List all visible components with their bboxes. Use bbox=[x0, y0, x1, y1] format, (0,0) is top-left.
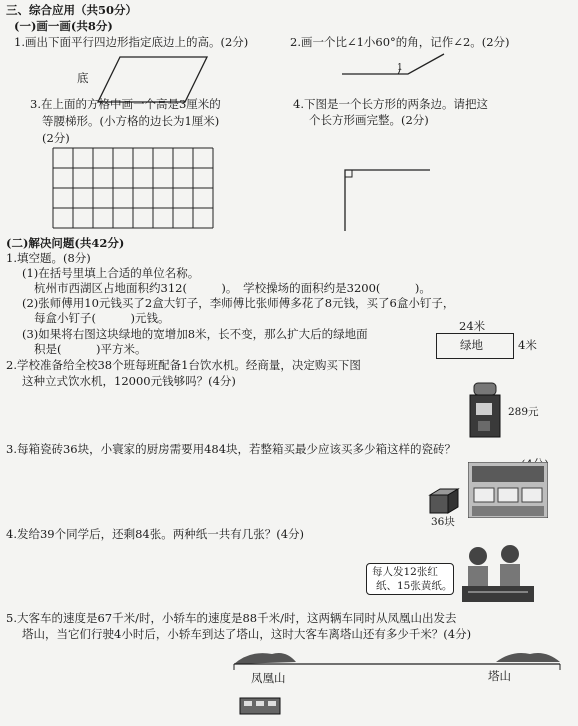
part2-q1-2a: (2)张师傅用10元钱买了2盒大钉子，李师傅比张师傅多花了8元钱，买了6盒小钉子， bbox=[22, 296, 455, 310]
part1-q4-line1: 4.下图是一个长方形的两条边。请把这 bbox=[293, 97, 488, 111]
tile-box-label: 36块 bbox=[431, 516, 455, 528]
part1-q4-line2: 个长方形画完整。(2分) bbox=[309, 113, 429, 127]
part1-q2: 2.画一个比∠1小60°的角，记作∠2。(2分) bbox=[290, 35, 510, 49]
part2-q5-line1: 5.大客车的速度是67千米/时，小轿车的速度是88千米/时，这两辆车同时从凤凰山出发去 bbox=[6, 611, 457, 625]
part2-q1-3a: (3)如果将右图这块绿地的宽增加8米，长不变，那么扩大后的绿地面 bbox=[22, 327, 368, 341]
part2-q1-title: 1.填空题。(8分) bbox=[6, 251, 91, 265]
water-dispenser-icon bbox=[466, 381, 506, 439]
angle-1-label: 1 bbox=[397, 63, 403, 73]
part1-q3-line1: 3.在上面的方格中画一个高是3厘米的 bbox=[30, 97, 221, 111]
part2-q2-line1: 2.学校准备给全校38个班每班配备1台饮水机。经商量，决定购买下图 bbox=[6, 358, 361, 372]
part2-q1-1: (1)在括号里填上合适的单位名称。 bbox=[22, 266, 200, 280]
green-side-label: 4米 bbox=[518, 338, 537, 352]
square-grid bbox=[52, 147, 216, 231]
bubble-line1: 每人发12张红 bbox=[372, 566, 438, 578]
parallelogram-base-label: 底 bbox=[77, 71, 89, 85]
students-illustration bbox=[458, 542, 538, 604]
place-fenghuang-mountain: 凤凰山 bbox=[251, 671, 286, 685]
part2-q3-line1: 3.每箱瓷砖36块，小寰家的厨房需要用484块，若整箱买最少应该买多少箱这样的瓷砖？ bbox=[6, 442, 457, 456]
part1-title: (一)画一画(共8分) bbox=[14, 19, 113, 33]
green-area-label: 绿地 bbox=[460, 338, 483, 352]
part2-q2-line2: 这种立式饮水机，12000元钱够吗？(4分) bbox=[22, 374, 236, 388]
part2-title: (二)解决问题(共42分) bbox=[6, 236, 125, 250]
part2-q1-1a: 杭州市西湖区占地面积约312( )。 学校操场的面积约是3200( )。 bbox=[34, 281, 431, 295]
section-title: 三、综合应用（共50分） bbox=[6, 3, 138, 17]
kitchen-cabinet-image bbox=[468, 462, 548, 518]
place-tashan: 塔山 bbox=[488, 669, 511, 683]
part1-q1: 1.画出下面平行四边形指定底边上的高。(2分) bbox=[14, 35, 249, 49]
part1-q3-line2: 等腰梯形。(小方格的边长为1厘米) bbox=[42, 114, 220, 128]
part2-q5-line2: 塔山，当它们行驶4小时后，小轿车到达了塔山，这时大客车离塔山还有多少千米？(4分) bbox=[22, 627, 472, 641]
bubble-line2: 纸、15张黄纸。 bbox=[376, 580, 453, 592]
tile-box-icon bbox=[428, 487, 462, 515]
part2-q1-3b: 积是( )平方米。 bbox=[34, 342, 147, 356]
rectangle-two-sides bbox=[340, 163, 440, 233]
dispenser-price: 289元 bbox=[508, 406, 539, 418]
part1-q3-line3: (2分) bbox=[42, 131, 70, 145]
part2-q1-2b: 每盒小钉子( )元钱。 bbox=[34, 311, 170, 325]
angle-1-figure bbox=[340, 52, 450, 92]
part2-q4-line1: 4.发给39个同学后，还剩84张。两种纸一共有几张？(4分) bbox=[6, 527, 305, 541]
green-top-label: 24米 bbox=[459, 319, 486, 333]
